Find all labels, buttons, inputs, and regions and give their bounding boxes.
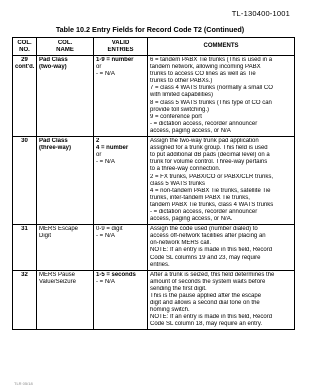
entry-fields-table (12, 37, 295, 330)
col-number-cell: 29 cont'd. (13, 56, 37, 137)
col-name-cell: Pad Class (three-way) (37, 137, 94, 225)
comments-cell: Assign the two-way trunk pad application assigned for a trunk group. This field is used to put additional dB pads (decimal level) on a trunk for volume control. Three-way pertains to a three-way connection. 2 = FX trunks, PABX/CO or PABX/CLR trunks, class 5 WATS trunks 4 = non-tandem PABX Tie trunks, satellite Tie trunks, inter-tandem PABX Tie trunks, tandem PABX Tie trunks, class 4 WATS trunks - = dictation access, recorder announcer access, paging access, or N/A. (148, 137, 295, 225)
valid-entries-header: VALID ENTRIES (94, 38, 148, 56)
comments-cell: 6 = tandem PABX Tie trunks (This is used in a tandem network, allowing incoming PABX trunks to access CO lines as well as Tie trunks to other PABXs.) 7 = class 4 WATS trunks (normally a small CO with limited capabilities) 8 = class 5 WATS trunks (This type of CO can provide toll switching.) 9 = conference port - = dictation access, recorder announcer access, paging access, or N/A (148, 56, 295, 137)
table-header-row (13, 38, 295, 56)
comments-cell: Assign the code used (number dialed) to access off-network facilities after placing an on-network MERS call. NOTE: If an entry is made in this field, Record Code SL columns 19 and 23, may require entries. (148, 225, 295, 271)
table-row (13, 137, 295, 225)
col-name-cell: MERS Pause Value/Seizure (37, 270, 94, 330)
col-number-cell: 31 (13, 225, 37, 271)
table-row (13, 56, 295, 137)
col-name-header: COL. NAME (37, 38, 94, 56)
table-row (13, 270, 295, 330)
comments-cell: After a trunk is seized, this field determines the amount of seconds the system waits before sending the first digit. This is the pause applied after the escape digit and allows a second dial tone on the homing switch. NOTE: If an entry is made in this field, Record Code SL column 18, may require an entry. (148, 270, 295, 330)
col-number-cell: 30 (13, 137, 37, 225)
page-footer: TLR 05/18 (14, 381, 33, 386)
document-id: TL-130400-1001 (231, 9, 290, 18)
valid-entries-cell: 0-9 = digit - = N/A (94, 225, 148, 271)
col-name-cell: Pad Class (two-way) (37, 56, 94, 137)
comments-header: COMMENTS (148, 38, 295, 56)
col-number-cell: 32 (13, 270, 37, 330)
table-row (13, 225, 295, 271)
col-no-header: COL. NO. (13, 38, 37, 56)
table-caption: Table 10.2 Entry Fields for Record Code T2 (Continued) (55, 25, 245, 34)
valid-entries-cell: 1-9 = number or - = N/A (94, 56, 148, 137)
valid-entries-cell: 2 4 = number or - = N/A (94, 137, 148, 225)
col-name-cell: MERS Escape Digit (37, 225, 94, 271)
valid-entries-cell: 1-5 = seconds - = N/A (94, 270, 148, 330)
